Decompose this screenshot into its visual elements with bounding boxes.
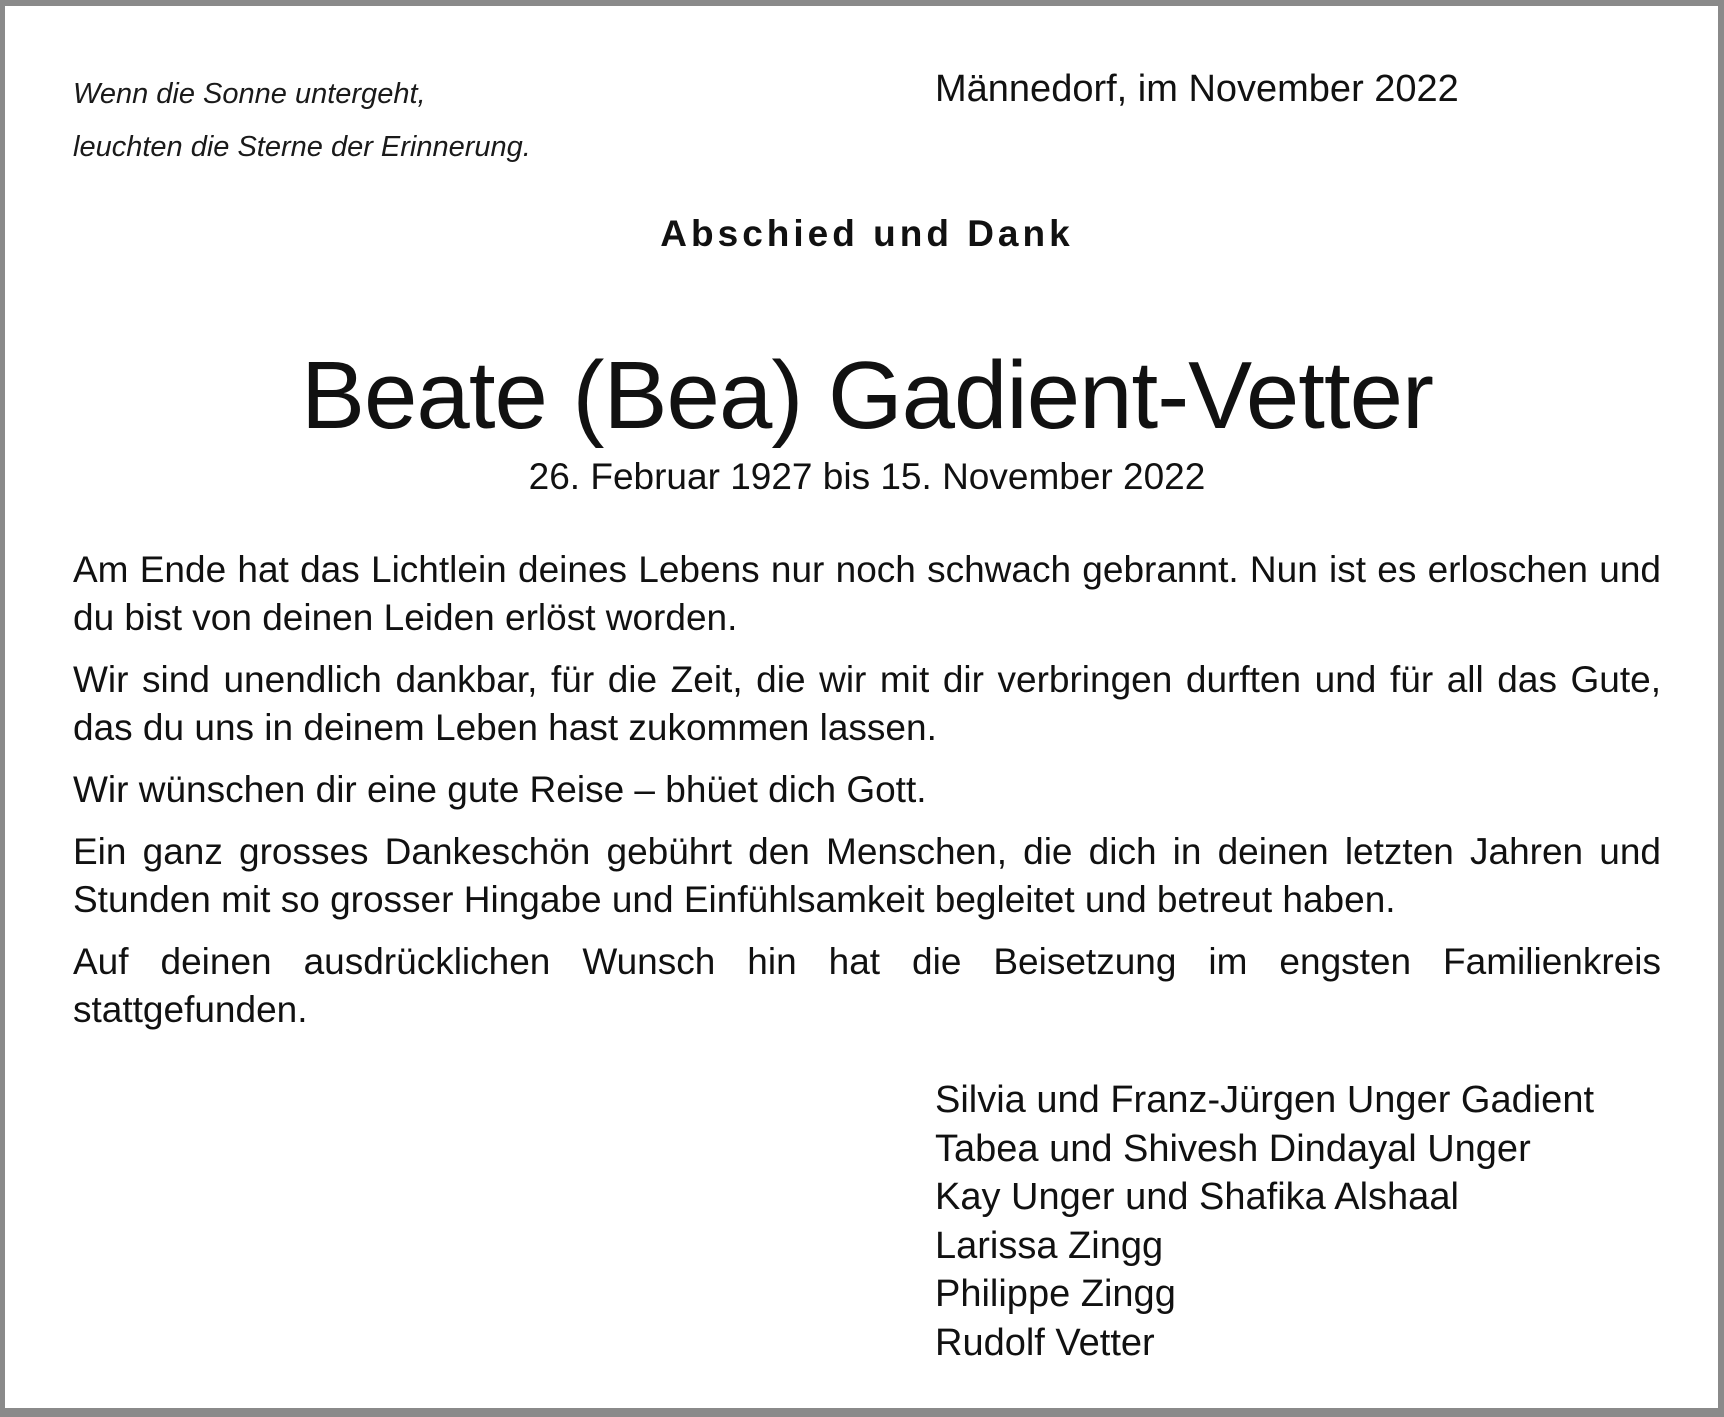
motto-line-2: leuchten die Sterne der Erinnerung.	[73, 131, 531, 163]
signature-line: Larissa Zingg	[935, 1224, 1164, 1267]
paragraph-4: Ein ganz grosses Dankeschön gebührt den Menschen, die dich in deinen letzten Jahren und Stunden mit so grosser Hingabe und Einfühlsamkeit begleitet und betreut haben.	[73, 831, 1661, 920]
signature-line: Rudolf Vetter	[935, 1321, 1155, 1364]
signatures	[935, 1076, 1594, 1367]
motto-line-1: Wenn die Sonne untergeht,	[73, 78, 426, 110]
life-dates: 26. Februar 1927 bis 15. November 2022	[528, 456, 1206, 497]
signature-line: Silvia und Franz-Jürgen Unger Gadient	[935, 1079, 1595, 1121]
heading: Abschied und Dank	[660, 213, 1074, 254]
signature-line: Philippe Zingg	[935, 1273, 1176, 1315]
place-date: Männedorf, im November 2022	[935, 68, 1459, 110]
signature-line: Tabea und Shivesh Dindayal Unger	[935, 1127, 1531, 1170]
body-text	[73, 546, 1661, 1048]
deceased-name: Beate (Bea) Gadient-Vetter	[301, 342, 1433, 449]
motto	[73, 68, 531, 174]
paragraph-3: Wir wünschen dir eine gute Reise – bhüet dich Gott.	[73, 769, 927, 810]
signature-line: Kay Unger und Shafika Alshaal	[935, 1176, 1459, 1218]
paragraph-2: Wir sind unendlich dankbar, für die Zeit, die wir mit dir verbringen durften und für all das Gute, das du uns in deinem Leben hast zukommen lassen.	[73, 659, 1661, 748]
paragraph-1: Am Ende hat das Lichtlein deines Lebens nur noch schwach gebrannt. Nun ist es erloschen und du bist von deinen Leiden erlöst worden.	[73, 549, 1661, 638]
paragraph-5: Auf deinen ausdrücklichen Wunsch hin hat die Beisetzung im engsten Familienkreis stattgefunden.	[73, 941, 1661, 1030]
